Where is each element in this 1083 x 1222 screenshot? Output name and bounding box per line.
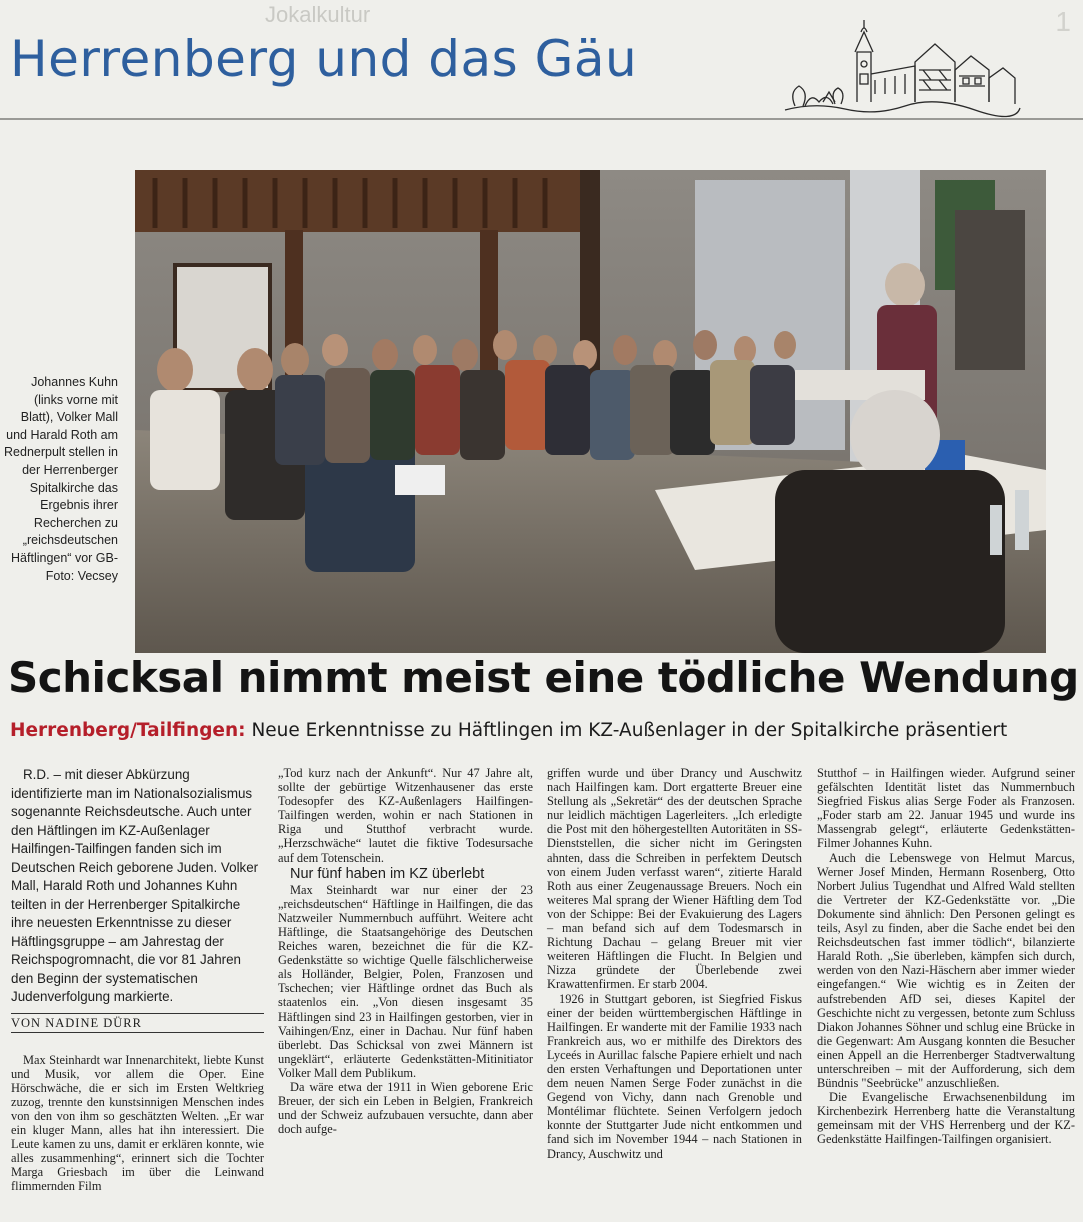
byline: VON NADINE DÜRR (11, 1013, 264, 1033)
body-paragraph: 1926 in Stuttgart geboren, ist Siegfried Fiskus einer der beiden württembergischen Häftlinge in Hailfingen. Er wanderte mit der Familie 1933 nach Frankreich aus, wo er mithilfe des Direktors des Lyceés in Aurillac falsche Papiere erhielt und nach den ersten Verhaftungen und Deportationen unter dem neuen Namen Serge Foder zunächst in die Gegend von Vichy, dann nach Grenoble und Montélimar flüchtete. Seinen Verfolgern jedoch konnte der Stuttgarter Jude nicht entkommen und fand sich im November 1944 – nach Stationen in Drancy, Auschwitz und (547, 991, 802, 1161)
article-lead: R.D. – mit dieser Abkürzung identifizierte man im Nationalsozialismus sogenannte Reichsdeutsche. Auch unter den Häftlingen im KZ-Außenlager Hailfingen-Tailfingen fanden sich im Deutschen Reich geborene Juden. Volker Mall, Harald Roth und Johannes Kuhn teilten in der Herrenberger Spitalkirche ihre neuesten Erkenntnisse zu dieser Häftlingsgruppe – am Jahrestag der Reichspogromnacht, die vor 81 Jahren den Beginn der systematischen Judenverfolgung markierte. (11, 767, 259, 1004)
photo-caption: Johannes Kuhn (links vorne mit Blatt), Volker Mall und Harald Roth am Rednerpult stellen in der Herrenberger Spitalkirche das Ergebnis ihrer Recherchen zu „reichsdeutschen Häftlingen“ vor GB-Foto: Vecsey (4, 375, 118, 583)
article-column-4 (817, 766, 1075, 1147)
body-paragraph: Die Evangelische Erwachsenenbildung im Kirchenbezirk Herrenberg hatte die Veranstaltung gemeinsam mit der VHS Herrenberg und der KZ-Gedenkstätte Hailfingen-Tailfingen organisiert. (817, 1090, 1075, 1147)
town-skyline-logo-icon (775, 14, 1025, 124)
subheadline-text: Neue Erkenntnisse zu Häftlingen im KZ-Außenlager in der Spitalkirche präsentiert (251, 720, 1008, 741)
dateline-location: Herrenberg/Tailfingen: (10, 720, 246, 741)
article-column-1 (11, 766, 264, 1194)
body-paragraph: Auch die Lebenswege von Helmut Marcus, Werner Josef Minden, Hermann Rosenberg, Otto Norbert Julius Tugendhat und Alfred Wald stellten die Vertreter der KZ-Gedenkstätte vor. „Die Dokumente sind ähnlich: Den Personen gelingt es teils, Asyl zu finden, aber die Sache endet bei den Reichsdeutschen fast immer tödlich“, bilanzierte Harald Roth. „Sie überleben, kämpfen sich durch, werden von den Nazi-Häschern aber immer wieder eingefangen.“ Wie wichtig es in Zeiten der aufstrebenden AfD sei, dieses Kapitel der Geschichte nicht zu vergessen, betonte zum Schluss Diakon Johannes Söhner und schlug eine Brücke in die Gegenwart: Am Ausgang konnten die Besucher einen Appell an die Herrenberger Stadtverwaltung unterschreiben – mit der Aufforderung, sich dem Bündnis "Seebrücke" anzuschließen. (817, 850, 1075, 1091)
body-paragraph: „Tod kurz nach der Ankunft“. Nur 47 Jahre alt, sollte der gebürtige Witzenhausener das erste Todesopfer des KZ-Außenlagers Hailfingen-Tailfingen werden, wohin er nach Stationen in Riga und Stutthof verbracht wurde. „Herzschwäche“ lautet die fiktive Todesursache auf dem Totenschein. (278, 766, 533, 865)
body-paragraph: Max Steinhardt war nur einer der 23 „reichsdeutschen“ Häftlinge in Hailfingen, die das Natzweiler Nummernbuch aufführt. Weitere acht Häftlinge, die Staatsangehörige des Deutschen Reiches waren, bezeichnet die für die KZ-Gedenkstätte so wichtige Quelle fälschlicherweise als Holländer, Belgier, Polen, Franzosen und Tschechen; vier Häftlinge ordnet das Buch als staatenlos ein. „Von diesen insgesamt 35 Häftlingen sind 23 in Hailfingen gestorben, vier in Vaihingen/Enz, einer in Dachau. Nur fünf haben überlebt. Das Schicksal von zwei Männern ist ungeklärt“, erläuterte Gedenkstätten-Mitinitiator Volker Mall dem Publikum. (278, 882, 533, 1080)
body-paragraph: griffen wurde und über Drancy und Auschwitz nach Hailfingen kam. Dort ergatterte Breuer eine Stellung als „Sekretär“ des der deutschen Sprache nur leidlich mächtigen Lagerleiters. „Ich erledigte die Post mit den höhergestellten Autoritäten in SS-Dienststellen, die sicher nicht im Geringsten ahnten, dass die Schreiben in perfektem Deutsch von einem Juden verfasst waren“, zitierte Harald Roth aus einer Zeugenaussage Breuers. Noch ein weiteres Mal sprang der Wiener Häftling dem Tod von der Schippe: Bei der Evakuierung des Lagers – man befand sich auf dem Todesmarsch in Richtung Dachau – gelang Breuer mit vier weiteren Häftlingen die Flucht. In Belgien und Nizza gründete der Überlebende zwei Krawattenfirmen. Er starb 2004. (547, 766, 802, 992)
article-column-2 (278, 766, 533, 1136)
article-headline: Schicksal nimmt meist eine tödliche Wendung (8, 653, 1079, 702)
body-paragraph: Stutthof – in Hailfingen wieder. Aufgrund seiner gefälschten Identität listet das Nummernbuch Siegfried Fiskus alias Serge Foder als Franzosen. „Foder starb am 22. Januar 1945 und wurde ins Massengrab gelegt“, erläuterte Gedenkstätten-Filmer Johannes Kuhn. (817, 766, 1075, 851)
audience-in-church-photo-icon (135, 170, 1046, 653)
page-number: 1 (1055, 6, 1071, 37)
event-photo (135, 170, 1046, 653)
body-paragraph: Da wäre etwa der 1911 in Wien geborene Eric Breuer, der sich ein Leben in Belgien, Frankreich und der Schweiz aufzubauen versuchte, dann aber doch aufge- (278, 1079, 533, 1137)
body-paragraph: Max Steinhardt war Innenarchitekt, liebte Kunst und Musik, vor allem die Oper. Eine Hörschwäche, die er sich im Ersten Weltkrieg zuzog, trennte den kunstsinnigen Menschen indes von den von ihm so geschätzten Welten. „Er war ein kluger Mann, alles hat ihn interessiert. Die Leute kamen zu uns, damit er erklären konnte, wie alles zusammenhing“, erinnert sich die Tochter Marga Griesbach im über die Leinwand flimmernden Film (11, 1052, 264, 1194)
header-rule (0, 118, 1083, 120)
bleed-through-text: Jokalkultur (265, 2, 371, 27)
section-title: Herrenberg und das Gäu (10, 30, 638, 88)
article-subheadline (10, 720, 1080, 741)
article-column-3 (547, 766, 802, 1161)
intertitle: Nur fünf haben im KZ überlebt (290, 865, 485, 882)
